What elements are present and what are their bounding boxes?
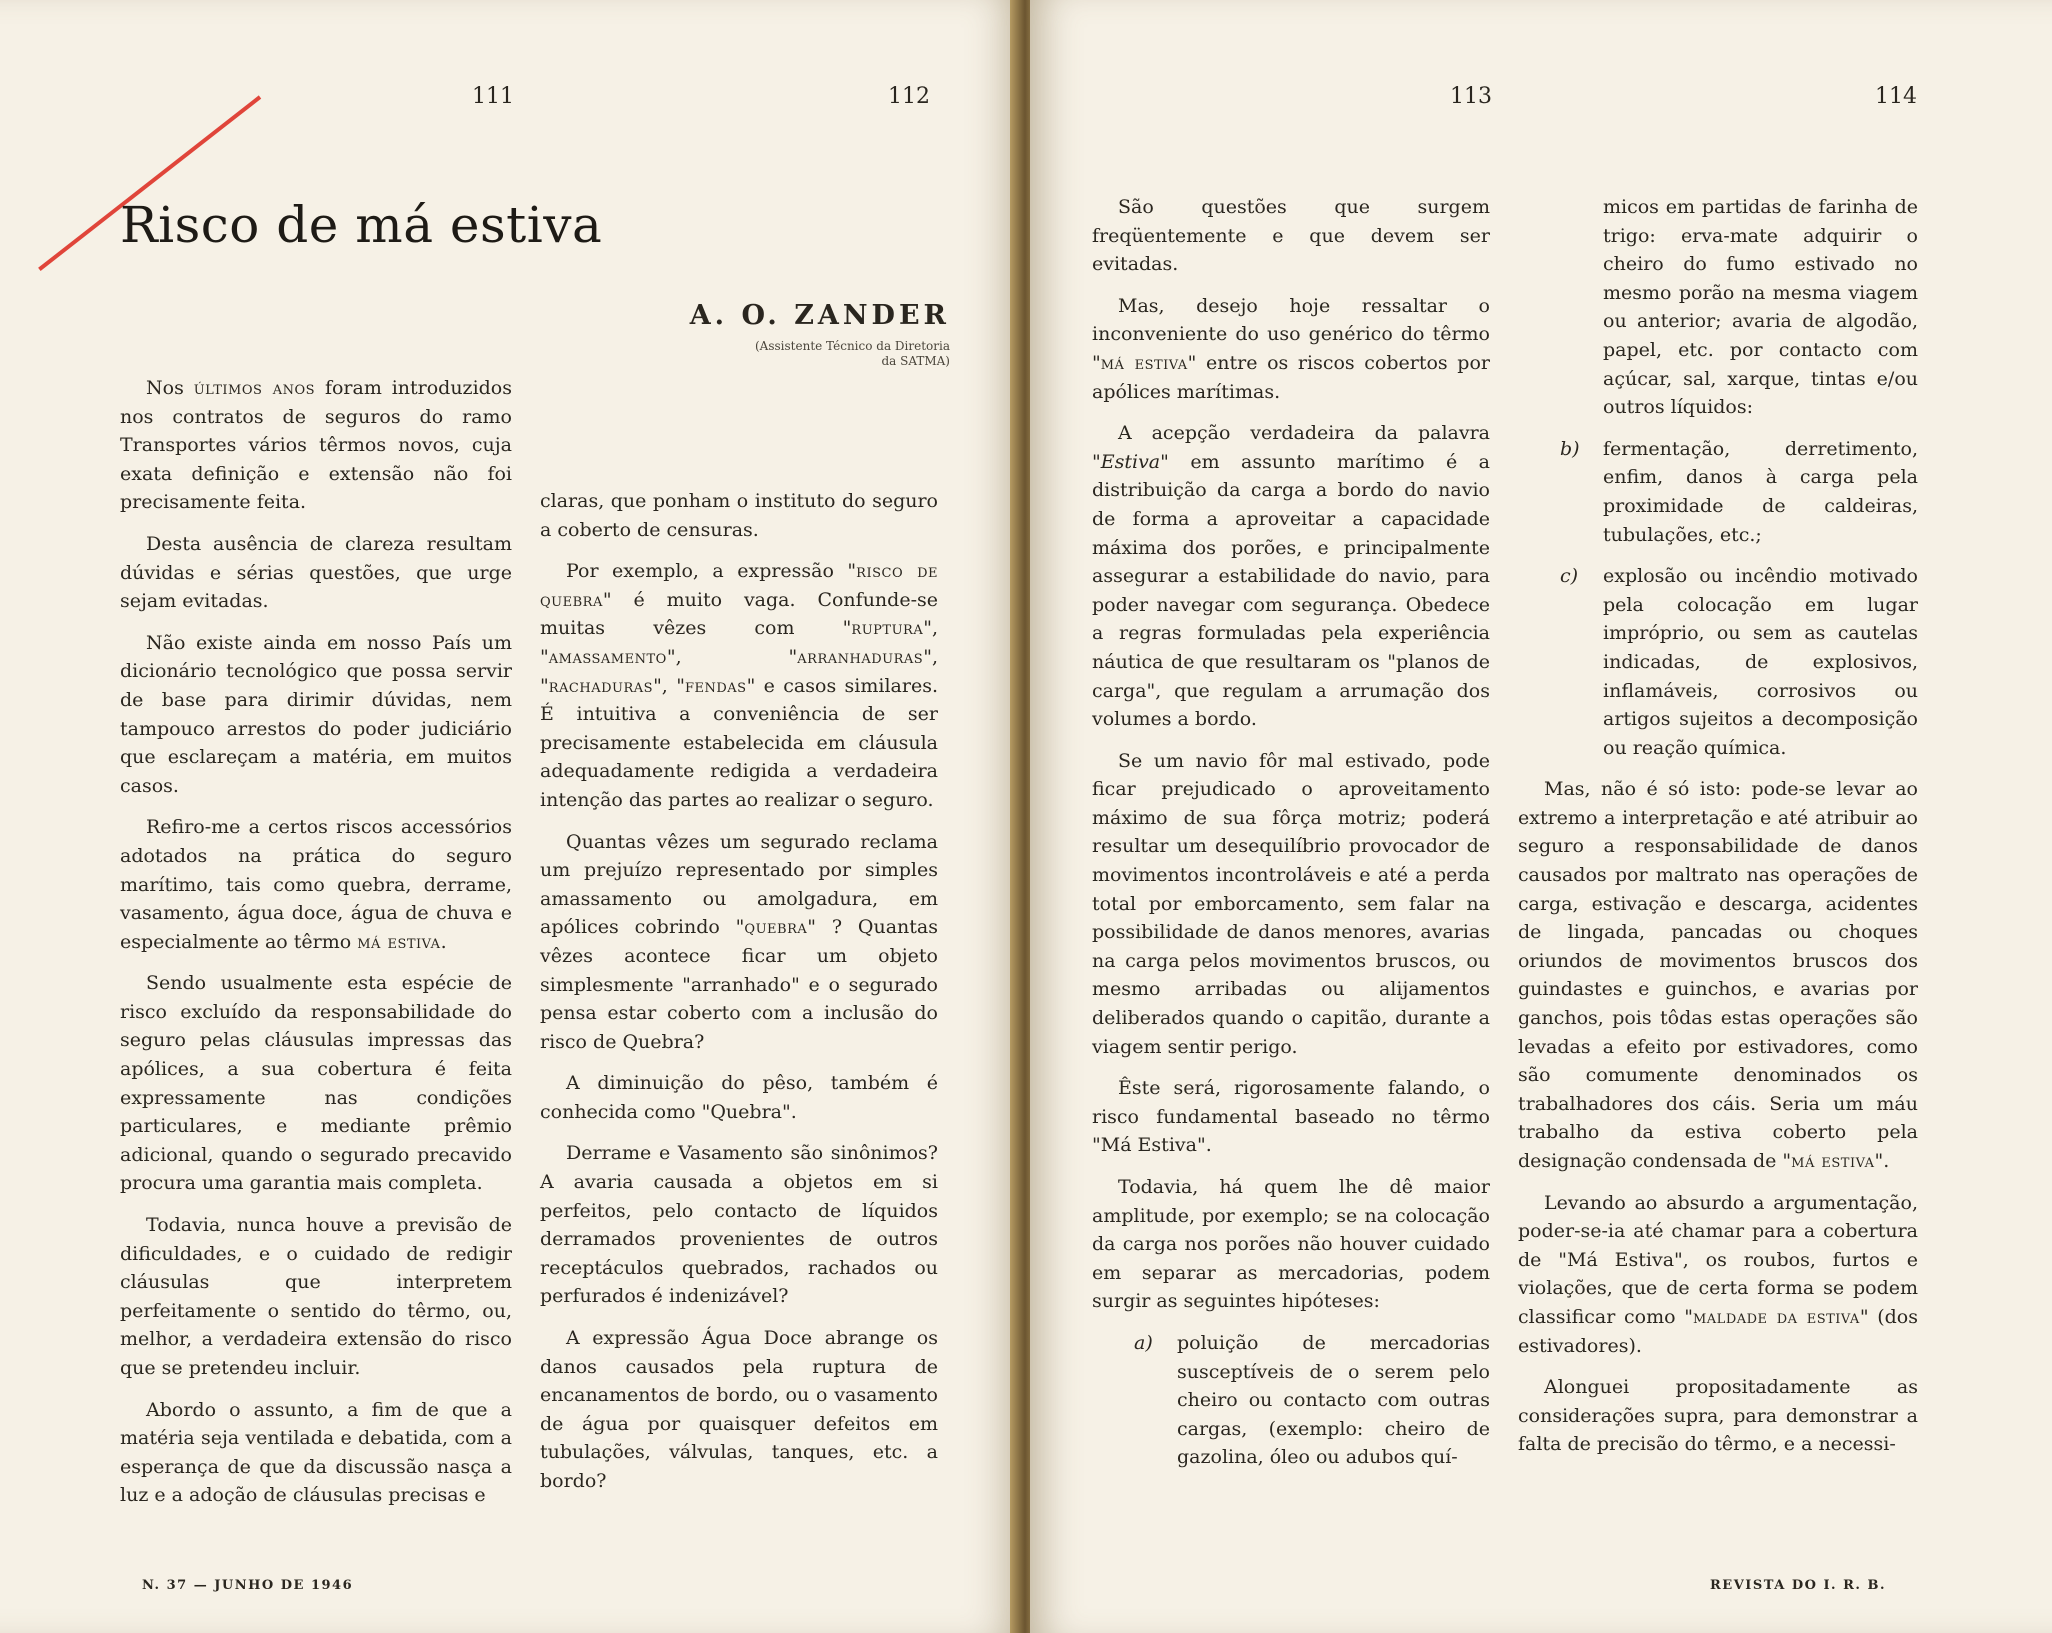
author-block	[640, 300, 950, 369]
paragraph: A diminuição do pêso, também é conhecida como "Quebra".	[540, 1072, 938, 1123]
column-1	[120, 374, 512, 1523]
paragraph: Sendo usualmente esta espécie de risco excluído da responsabilidade do seguro pelas cláusulas impressas das apólices, a sua cobertura é feita expressamente nas condições particulares, e mediante prêmio adicional, quando o segurado precavido procura uma garantia mais completa.	[120, 972, 512, 1195]
page-number-114: 114	[1875, 84, 1917, 109]
paragraph: Êste será, rigorosamente falando, o risco fundamental baseado no têrmo "Má Estiva".	[1092, 1077, 1490, 1157]
paragraph: Abordo o assunto, a fim de que a matéria seja ventilada e debatida, com a esperança de que da discussão nasça a luz e a adoção de cláusulas precisas e	[120, 1398, 512, 1507]
paragraph: Alonguei propositadamente as considerações supra, para demonstrar a falta de precisão do têrmo, e a necessi-	[1518, 1376, 1918, 1456]
paragraph: Por exemplo, a expressão "risco de quebra" é muito vaga. Confunde-se muitas vêzes com "ruptura", "amassamento", "arranhaduras", "rachaduras", "fendas" e casos similares. É intuitiva a conveniência de ser precisamente estabelecida em cláusula adequadamente redigida a verdadeira intenção das partes ao realizar o seguro.	[540, 560, 938, 811]
article-title: Risco de má estiva	[120, 196, 603, 254]
paragraph: A acepção verdadeira da palavra "Estiva" em assunto marítimo é a distribuição da carga a bordo do navio de forma a aproveitar a capacidade máxima dos porões, e principalmente assegurar a estabilidade do navio, para poder navegar com segurança. Obedece a regras formuladas pela experiência náutica de que resultaram os "planos de carga", que regulam a arrumação dos volumes a bordo.	[1092, 422, 1490, 731]
author-affiliation	[640, 339, 950, 369]
list-item: b) fermentação, derretimento, enfim, danos à carga pela proximidade de caldeiras, tubulações, etc.;	[1560, 437, 1918, 546]
left-page	[0, 0, 1018, 1633]
paragraph: Se um navio fôr mal estivado, pode ficar prejudicado o aproveitamento máximo de sua fôrça motriz; poderá resultar um desequilíbrio provocador de movimentos incontroláveis e até a perda total por emborcamento, sem falar na possibilidade de danos menores, avarias na carga pelos movimentos bruscos, ou mesmo arribadas ou alijamentos deliberados quando o capitão, durante a viagem sentir perigo.	[1092, 749, 1490, 1058]
paragraph: Quantas vêzes um segurado reclama um prejuízo representado por simples amassamento ou amolgadura, em apólices cobrindo "quebra" ? Quantas vêzes acontece ficar um objeto simplesmente "arranhado" e o segurado pensa estar coberto com a inclusão do risco de Quebra?	[540, 830, 938, 1053]
footer-issue: N. 37 — JUNHO DE 1946	[142, 1578, 354, 1593]
page-number-112: 112	[888, 84, 930, 109]
paragraph: Mas, não é só isto: pode-se levar ao extremo a interpretação e até atribuir ao seguro a responsabilidade de danos causados por maltrato nas operações de carga, estivação e descarga, acidentes de lingada, pancadas ou choques oriundos de movimentos bruscos dos guindastes e guinchos, e avarias por ganchos, pois tôdas estas operações são levadas a efeito por estivadores, como são comumente denominados os trabalhadores dos cáis. Seria um máu trabalho da estiva coberto pela designação condensada de "má estiva".	[1518, 778, 1918, 1172]
paragraph: claras, que ponham o instituto do seguro a coberto de censuras.	[540, 490, 938, 541]
author-affiliation-line2: da SATMA)	[881, 354, 950, 368]
paragraph: Não existe ainda em nosso País um dicionário tecnológico que possa servir de base para dirimir dúvidas, nem tampouco arrestos do poder judiciário que esclareçam a matéria, em muitos casos.	[120, 631, 512, 797]
page-number-113: 113	[1450, 84, 1492, 109]
paragraph: Derrame e Vasamento são sinônimos? A avaria causada a objetos em si perfeitos, pelo contacto de líquidos derramados provenientes de outros receptáculos quebrados, rachados ou perfurados é indenizável?	[540, 1142, 938, 1308]
paragraph: Levando ao absurdo a argumentação, poder-se-ia até chamar para a cobertura de "Má Estiva", os roubos, furtos e violações, que de certa forma se podem classificar como "maldade da estiva" (dos estivadores).	[1518, 1191, 1918, 1357]
paragraph: Todavia, há quem lhe dê maior amplitude, por exemplo; se na colocação da carga nos porões não houver cuidado em separar as mercadorias, podem surgir as seguintes hipóteses:	[1092, 1176, 1490, 1313]
paragraph: Mas, desejo hoje ressaltar o inconveniente do uso genérico do têrmo "má estiva" entre os riscos cobertos por apólices marítimas.	[1092, 294, 1490, 403]
author-name: A. O. ZANDER	[689, 300, 950, 331]
paragraph: Refiro-me a certos riscos accessórios adotados na prática do seguro marítimo, tais como quebra, derrame, vasamento, água doce, água de chuva e especialmente ao têrmo má estiva.	[120, 816, 512, 953]
column-3	[1092, 193, 1490, 1485]
paragraph: Nos últimos anos foram introduzidos nos contratos de seguros do ramo Transportes vários têrmos novos, cuja exata definição e extensão não foi precisamente feita.	[120, 377, 512, 514]
continued-list-text: micos em partidas de farinha de trigo: erva-mate adquirir o cheiro do fumo estivado no mesmo porão na mesma viagem ou anterior; avaria de algodão, papel, etc. por contacto com açúcar, sal, xarque, tintas e/ou outros líquidos:	[1603, 196, 1918, 419]
column-2	[540, 487, 938, 1509]
paragraph: São questões que surgem freqüentemente e que devem ser evitadas.	[1092, 196, 1490, 276]
paragraph: Desta ausência de clareza resultam dúvidas e sérias questões, que urge sejam evitadas.	[120, 532, 512, 613]
paragraph: A expressão Água Doce abrange os danos causados pela ruptura de encanamentos de bordo, ou o vasamento de água por quaisquer defeitos em tubulações, válvulas, tanques, etc. a bordo?	[540, 1327, 938, 1492]
list-item: a) poluição de mercadorias susceptíveis de o serem pelo cheiro ou contacto com outras cargas, (exemplo: cheiro de gazolina, óleo ou adubos quí-	[1134, 1331, 1490, 1469]
page-number-111: 111	[472, 84, 514, 109]
list-item: c) explosão ou incêndio motivado pela colocação em lugar impróprio, ou sem as cautelas indicadas, de explosivos, inflamáveis, corrosivos ou artigos sujeitos a decomposição ou reação química.	[1560, 565, 1918, 759]
right-page	[1030, 0, 2052, 1633]
footer-journal: REVISTA DO I. R. B.	[1710, 1578, 1886, 1593]
column-4	[1518, 193, 1918, 1472]
author-affiliation-line1: (Assistente Técnico da Diretoria	[755, 339, 950, 353]
paragraph: Todavia, nunca houve a previsão de dificuldades, e o cuidado de redigir cláusulas que interpretem perfeitamente o sentido do têrmo, ou, melhor, a verdadeira extensão do risco que se pretendeu incluir.	[120, 1214, 512, 1379]
